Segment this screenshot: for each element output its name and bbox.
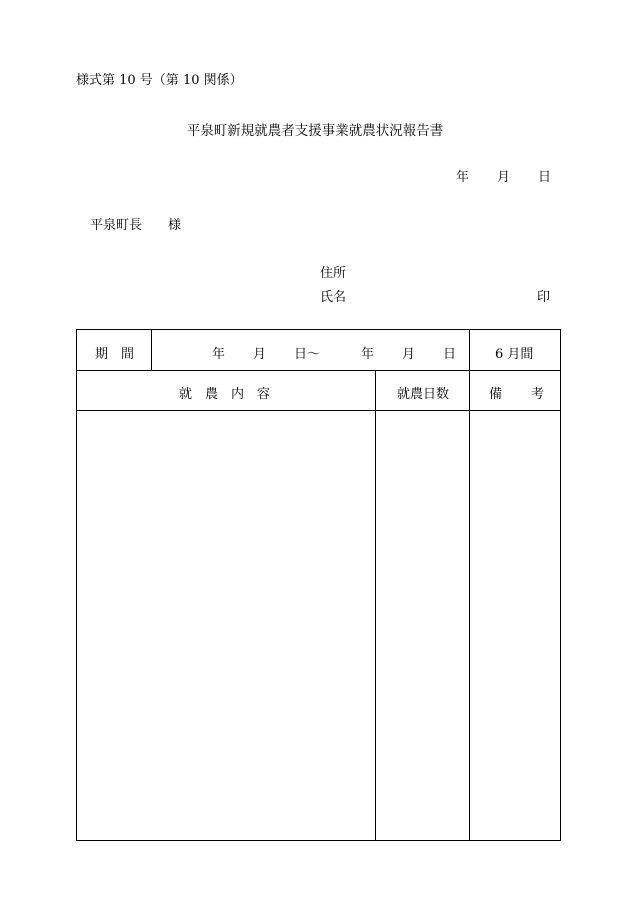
form-number: 様式第 10 号（第 10 関係） [76, 73, 243, 88]
period-label-2: 間 [121, 347, 135, 362]
date-day-label: 日 [538, 170, 552, 185]
seal-mark: 印 [537, 290, 551, 305]
days-entry-area[interactable] [376, 411, 469, 841]
remarks-entry-area[interactable] [470, 411, 560, 841]
period-to-year: 年 [361, 347, 375, 362]
period-duration: 6 月間 [495, 347, 534, 362]
period-from-year: 年 [212, 347, 226, 362]
period-label-1: 期 [95, 347, 109, 362]
content-header-3: 内 [231, 387, 245, 402]
content-header-1: 就 [179, 387, 193, 402]
document-title: 平泉町新規就農者支援事業就農状況報告書 [186, 123, 444, 139]
address-label: 住所 [320, 266, 347, 281]
remarks-header-1: 備 [489, 387, 503, 402]
period-label-divider [151, 330, 152, 370]
content-header-4: 容 [257, 387, 271, 402]
remarks-header-2: 考 [531, 387, 545, 402]
days-header: 就農日数 [397, 387, 450, 402]
period-from-day: 日～ [294, 347, 321, 362]
content-header-2: 農 [205, 387, 219, 402]
addressee-honorific: 様 [168, 218, 182, 233]
report-table [76, 329, 561, 841]
period-to-month: 月 [402, 347, 416, 362]
date-year-label: 年 [456, 170, 470, 185]
addressee-name: 平泉町長 [90, 218, 143, 233]
content-entry-area[interactable] [77, 411, 375, 841]
date-month-label: 月 [497, 170, 511, 185]
period-from-month: 月 [253, 347, 267, 362]
name-label: 氏名 [320, 290, 347, 305]
table-row-divider [77, 370, 560, 371]
period-to-day: 日 [443, 347, 457, 362]
addressee [90, 214, 181, 233]
